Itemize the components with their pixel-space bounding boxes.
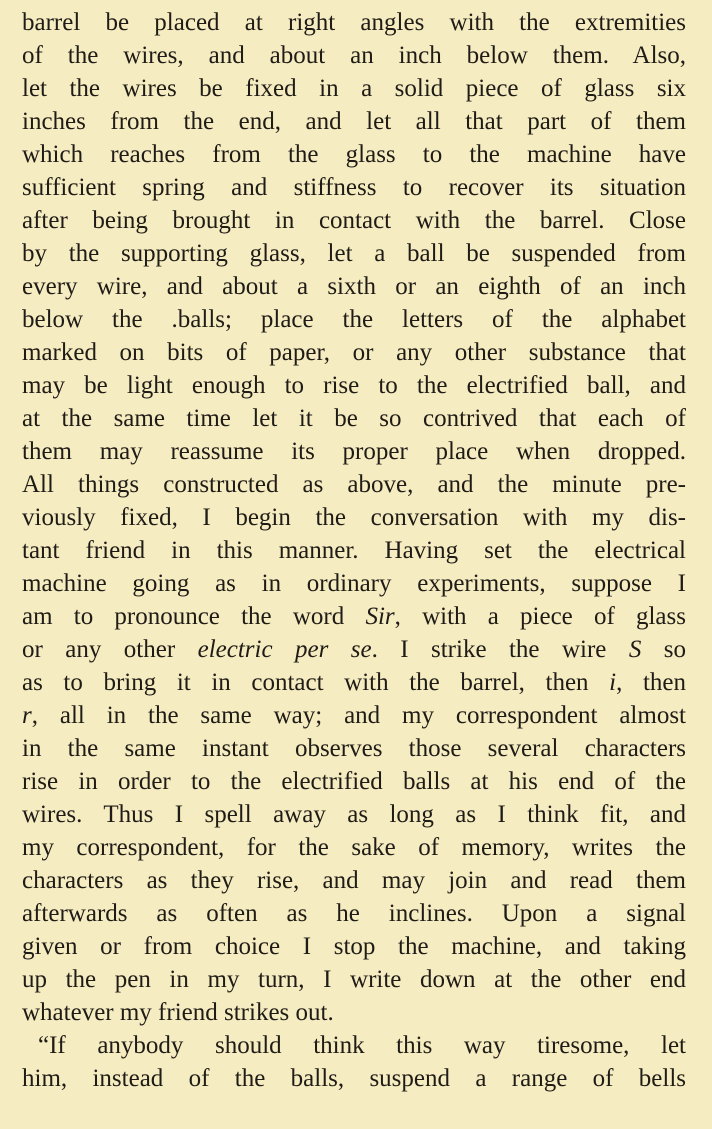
- text-line: wires. Thus I spell away as long as I think fit, and: [22, 801, 686, 828]
- text-line: let the wires be fixed in a solid piece of glass six: [22, 75, 686, 102]
- text-line: tant friend in this manner. Having set the electrical: [22, 537, 686, 564]
- text-line: every wire, and about a sixth or an eighth of an inch: [22, 273, 686, 300]
- text-line: given or from choice I stop the machine, and taking: [22, 933, 686, 960]
- text-line: by the supporting glass, let a ball be suspended from: [22, 240, 686, 267]
- text-line: “If anybody should think this way tiresome, let: [38, 1032, 686, 1059]
- text-line: marked on bits of paper, or any other substance that: [22, 339, 686, 366]
- text-line: them may reassume its proper place when dropped.: [22, 438, 686, 465]
- text-line: which reaches from the glass to the machine have: [22, 141, 686, 168]
- text-line: as to bring it in contact with the barrel, then i, then: [22, 669, 686, 696]
- text-line: r, all in the same way; and my correspondent almost: [22, 702, 686, 729]
- text-line: viously fixed, I begin the conversation with my dis-: [22, 504, 686, 531]
- text-line: inches from the end, and let all that part of them: [22, 108, 686, 135]
- text-line: whatever my friend strikes out.: [22, 999, 334, 1026]
- paragraph-2: [0, 1029, 712, 1095]
- text-line: may be light enough to rise to the electrified ball, and: [22, 372, 686, 399]
- text-line: below the .balls; place the letters of the alphabet: [22, 306, 686, 333]
- text-line: at the same time let it be so contrived that each of: [22, 405, 686, 432]
- text-line: my correspondent, for the sake of memory, writes the: [22, 834, 686, 861]
- text-line: rise in order to the electrified balls at his end of the: [22, 768, 686, 795]
- text-line: or any other electric per se. I strike the wire S so: [22, 636, 686, 663]
- text-line: him, instead of the balls, suspend a range of bells: [22, 1065, 686, 1092]
- text-line: sufficient spring and stiffness to recover its situation: [22, 174, 686, 201]
- text-line: after being brought in contact with the barrel. Close: [22, 207, 686, 234]
- text-line: afterwards as often as he inclines. Upon a signal: [22, 900, 686, 927]
- text-line: of the wires, and about an inch below them. Also,: [22, 42, 686, 69]
- text-line: up the pen in my turn, I write down at the other end: [22, 966, 686, 993]
- text-line: characters as they rise, and may join and read them: [22, 867, 686, 894]
- text-line: barrel be placed at right angles with the extremities: [22, 9, 686, 36]
- paragraph-1: [0, 6, 712, 1029]
- text-line: in the same instant observes those several characters: [22, 735, 686, 762]
- text-line: All things constructed as above, and the minute pre-: [22, 471, 686, 498]
- text-line: machine going as in ordinary experiments, suppose I: [22, 570, 686, 597]
- text-line: am to pronounce the word Sir, with a piece of glass: [22, 603, 686, 630]
